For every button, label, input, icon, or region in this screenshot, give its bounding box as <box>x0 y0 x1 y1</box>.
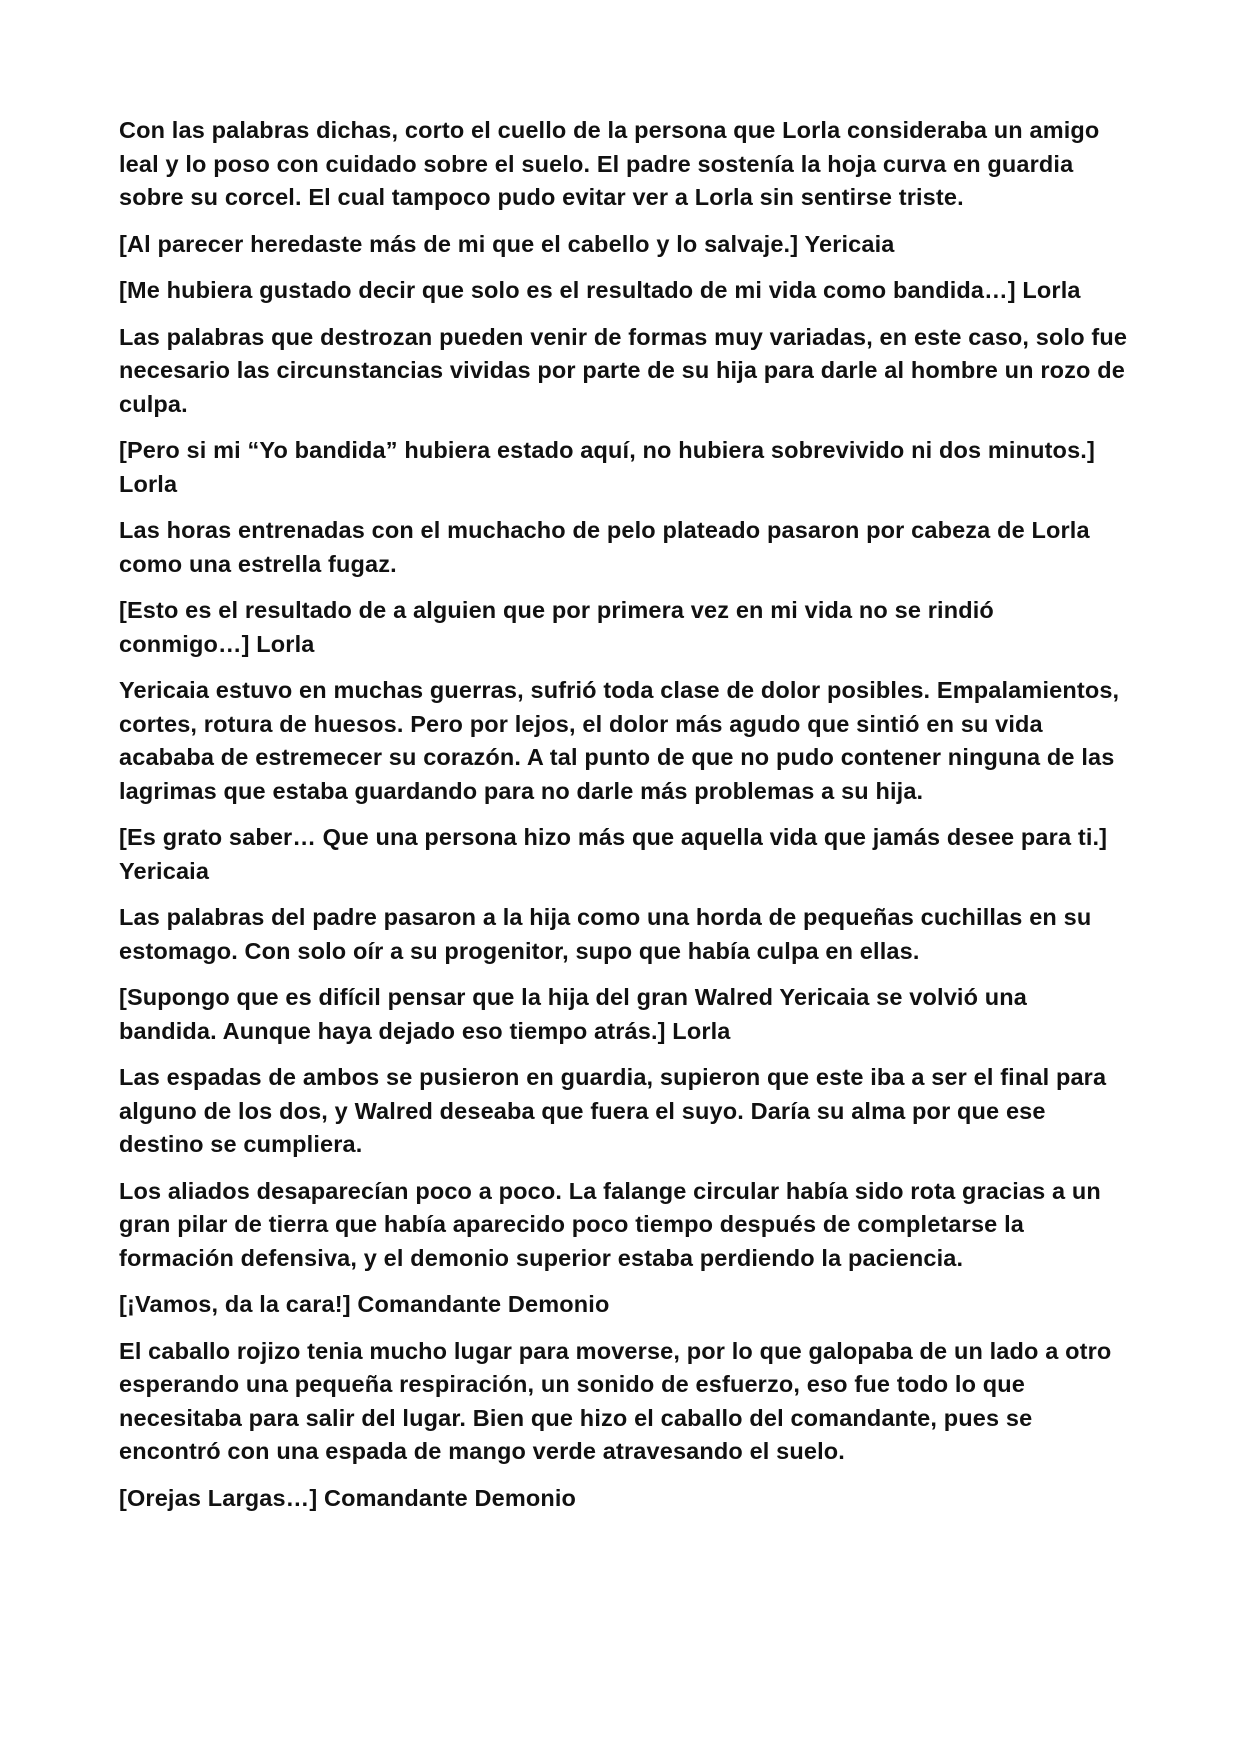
paragraph: El caballo rojizo tenia mucho lugar para moverse, por lo que galopaba de un lado a otro esperando una pequeña respiración, un sonido de esfuerzo, eso fue todo lo que necesitaba para salir del lugar. Bien que hizo el caballo del comandante, pues se encontró con una espada de mango verde atravesando el suelo. <box>119 1337 1112 1464</box>
dialogue-line: [Me hubiera gustado decir que solo es el resultado de mi vida como bandida…] Lorla <box>119 277 1081 303</box>
dialogue-line: [¡Vamos, da la cara!] Comandante Demonio <box>119 1291 610 1317</box>
dialogue-line: [Supongo que es difícil pensar que la hija del gran Walred Yericaia se volvió una bandida. Aunque haya dejado eso tiempo atrás.] Lorla <box>119 984 1028 1044</box>
dialogue-line: [Esto es el resultado de a alguien que por primera vez en mi vida no se rindió conmigo…] Lorla <box>119 597 994 657</box>
dialogue-line: [Orejas Largas…] Comandante Demonio <box>119 1484 577 1511</box>
paragraph: Las palabras del padre pasaron a la hija como una horda de pequeñas cuchillas en su estomago. Con solo oír a su progenitor, supo que había culpa en ellas. <box>119 904 1092 964</box>
paragraph: Las palabras que destrozan pueden venir de formas muy variadas, en este caso, solo fue necesario las circunstancias vividas por parte de su hija para darle al hombre un rozo de culpa. <box>119 323 1128 417</box>
paragraph: Yericaia estuvo en muchas guerras, sufrió toda clase de dolor posibles. Empalamientos, cortes, rotura de huesos. Pero por lejos, el dolor más agudo que sintió en su vida acababa de estremecer su corazón. A tal punto de que no pudo contener ninguna de las lagrimas que estaba guardando para no darle más problemas a su hija. <box>119 677 1120 804</box>
paragraph: Con las palabras dichas, corto el cuello de la persona que Lorla consideraba un amigo leal y lo poso con cuidado sobre el suelo. El padre sostenía la hoja curva en guardia sobre su corcel. El cual tampoco pudo evitar ver a Lorla sin sentirse triste. <box>119 117 1100 210</box>
paragraph: Las espadas de ambos se pusieron en guardia, supieron que este iba a ser el final para alguno de los dos, y Walred deseaba que fuera el suyo. Daría su alma por que ese destino se cumpliera. <box>119 1064 1107 1157</box>
dialogue-line: [Pero si mi “Yo bandida” hubiera estado aquí, no hubiera sobrevivido ni dos minutos.] Lorla <box>119 437 1095 497</box>
paragraph: Los aliados desaparecían poco a poco. La falange circular había sido rota gracias a un gran pilar de tierra que había aparecido poco tiempo después de completarse la formación defensiva, y el demonio superior estaba perdiendo la paciencia. <box>119 1177 1101 1271</box>
body-text <box>119 114 1131 1528</box>
paragraph: Las horas entrenadas con el muchacho de pelo plateado pasaron por cabeza de Lorla como una estrella fugaz. <box>119 517 1090 577</box>
dialogue-line: [Es grato saber… Que una persona hizo más que aquella vida que jamás desee para ti.] Yericaia <box>119 824 1108 884</box>
dialogue-line: [Al parecer heredaste más de mi que el cabello y lo salvaje.] Yericaia <box>119 230 895 257</box>
